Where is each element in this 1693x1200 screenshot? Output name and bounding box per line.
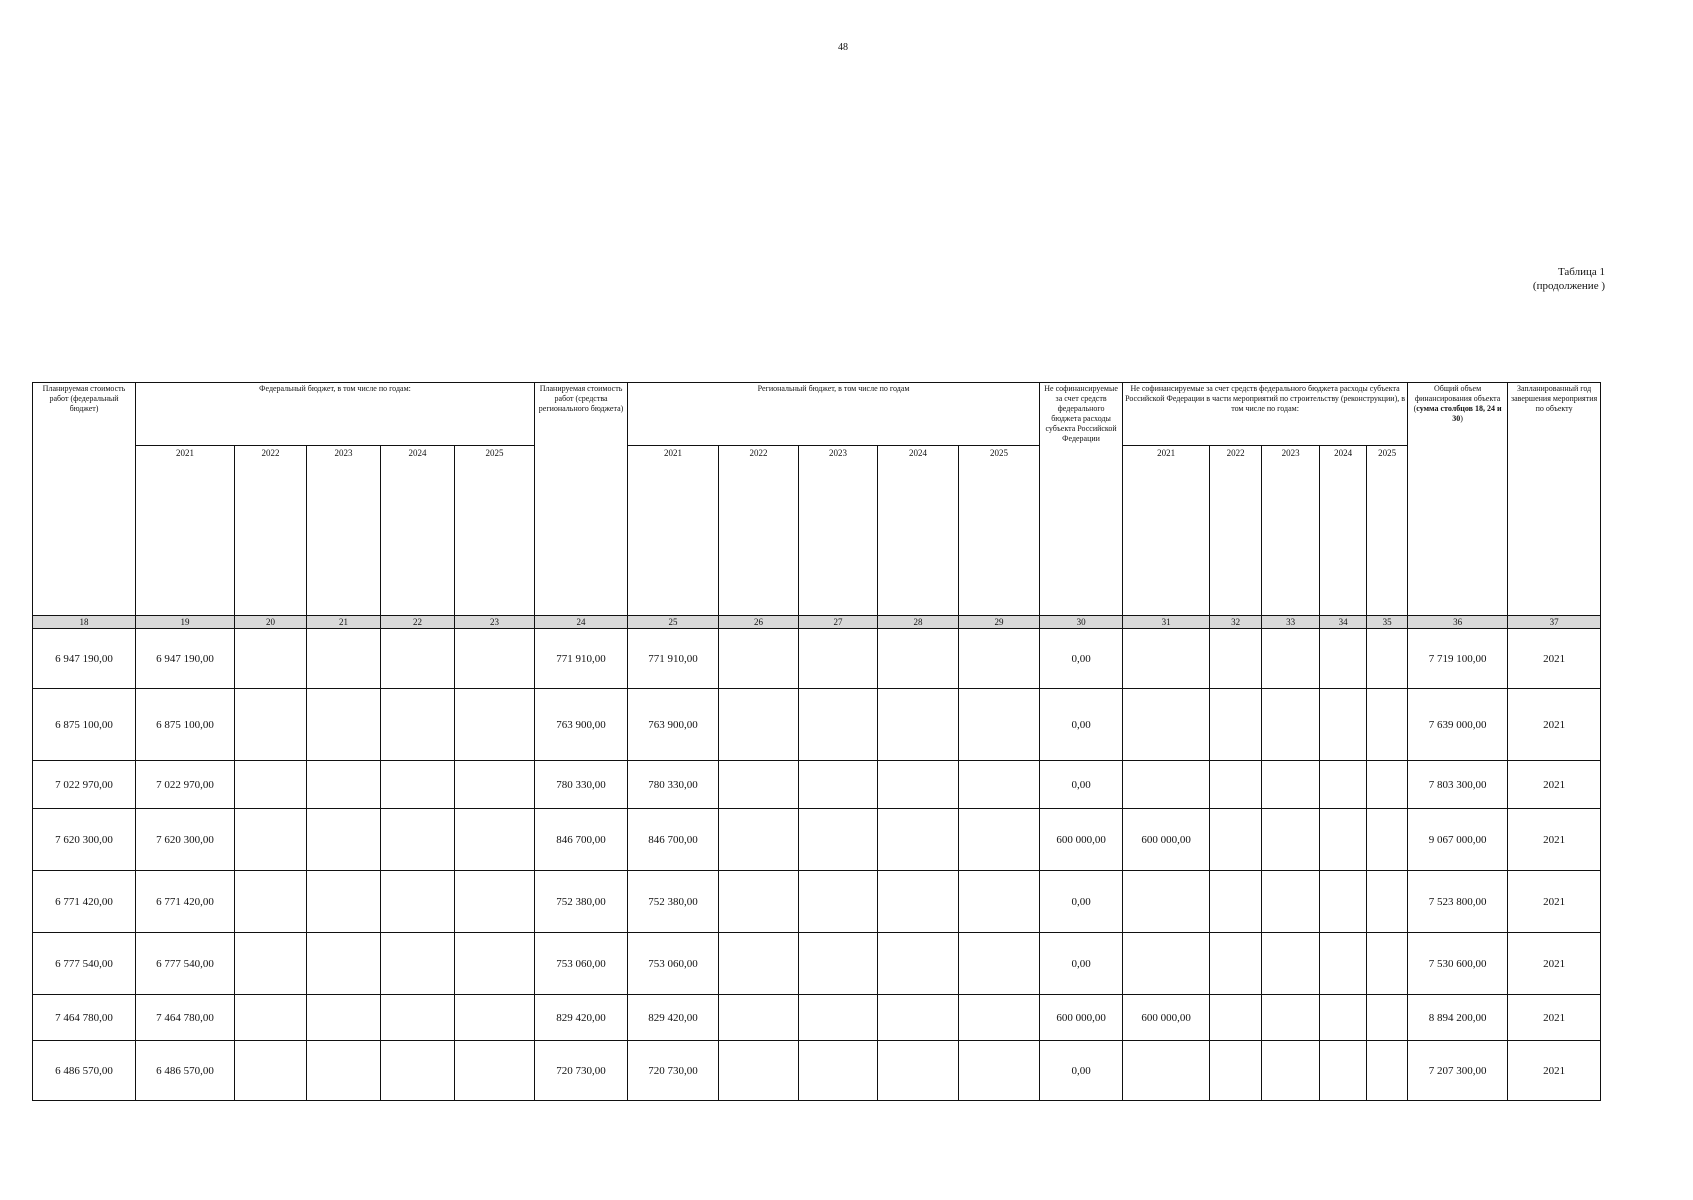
table-cell <box>307 689 381 761</box>
header-planned-cost-regional: Планируемая стоимость работ (средства регионального бюджета) <box>535 383 628 616</box>
table-row <box>33 689 1601 761</box>
table-cell <box>1210 933 1262 995</box>
header-total-financing <box>1408 383 1508 616</box>
table-cell <box>307 933 381 995</box>
table-cell <box>719 1041 799 1101</box>
column-number-cell: 30 <box>1040 616 1123 629</box>
table-body <box>33 629 1601 1101</box>
table-cell: 0,00 <box>1040 689 1123 761</box>
table-cell <box>878 689 959 761</box>
table-cell <box>1320 629 1367 689</box>
table-cell <box>235 933 307 995</box>
column-number-cell: 22 <box>381 616 455 629</box>
table-cell <box>1123 689 1210 761</box>
table-cell <box>878 871 959 933</box>
table-cell <box>878 995 959 1041</box>
table-cell <box>878 1041 959 1101</box>
header-fed-year: 2021 <box>136 446 235 616</box>
table-cell: 771 910,00 <box>628 629 719 689</box>
table-cell: 600 000,00 <box>1123 809 1210 871</box>
table-cell <box>1210 689 1262 761</box>
table-cell <box>455 761 535 809</box>
column-number-cell: 26 <box>719 616 799 629</box>
header-reg-year: 2024 <box>878 446 959 616</box>
table-cell: 9 067 000,00 <box>1408 809 1508 871</box>
table-cell <box>1210 761 1262 809</box>
header-total-b: сумма столбцов 18, 24 и 30 <box>1416 404 1502 423</box>
header-reg-year: 2021 <box>628 446 719 616</box>
table-cell <box>1320 689 1367 761</box>
table-cell <box>1367 933 1408 995</box>
table-cell: 2021 <box>1508 995 1601 1041</box>
table-cell <box>455 629 535 689</box>
column-number-cell: 37 <box>1508 616 1601 629</box>
table-cell: 6 947 190,00 <box>136 629 235 689</box>
table-cell <box>381 809 455 871</box>
table-cell: 753 060,00 <box>628 933 719 995</box>
header-planned-cost-federal: Планируемая стоимость работ (федеральный бюджет) <box>33 383 136 616</box>
table-cell: 6 875 100,00 <box>33 689 136 761</box>
table-cell <box>959 629 1040 689</box>
table-cell <box>719 995 799 1041</box>
table-cell <box>1210 809 1262 871</box>
table-cell: 7 719 100,00 <box>1408 629 1508 689</box>
table-cell <box>1123 1041 1210 1101</box>
header-nonco-year: 2022 <box>1210 446 1262 616</box>
header-total-c: ) <box>1460 414 1463 423</box>
header-nonco-year: 2021 <box>1123 446 1210 616</box>
table-cell: 846 700,00 <box>628 809 719 871</box>
table-cell: 752 380,00 <box>535 871 628 933</box>
table-cell: 7 523 800,00 <box>1408 871 1508 933</box>
table-cell: 2021 <box>1508 689 1601 761</box>
header-nonco-year: 2024 <box>1320 446 1367 616</box>
table-caption <box>1533 265 1605 293</box>
table-cell <box>1210 1041 1262 1101</box>
table-cell <box>1123 761 1210 809</box>
table-cell <box>1123 933 1210 995</box>
table-row <box>33 871 1601 933</box>
table-cell: 7 464 780,00 <box>136 995 235 1041</box>
table-cell: 0,00 <box>1040 761 1123 809</box>
table-cell <box>1123 871 1210 933</box>
table-cell <box>455 995 535 1041</box>
column-number-cell: 23 <box>455 616 535 629</box>
table-cell <box>1123 629 1210 689</box>
table-cell <box>799 809 878 871</box>
page-number: 48 <box>838 42 848 53</box>
table-cell <box>878 809 959 871</box>
table-cell: 6 486 570,00 <box>33 1041 136 1101</box>
table-cell <box>878 933 959 995</box>
table-cell: 780 330,00 <box>628 761 719 809</box>
table-cell: 829 420,00 <box>535 995 628 1041</box>
table-cell: 6 777 540,00 <box>136 933 235 995</box>
table-caption-continuation: (продолжение ) <box>1532 280 1605 292</box>
table-cell <box>959 871 1040 933</box>
table-cell <box>381 761 455 809</box>
table-cell <box>959 933 1040 995</box>
table-cell: 2021 <box>1508 629 1601 689</box>
table-cell <box>455 871 535 933</box>
table-cell: 2021 <box>1508 809 1601 871</box>
table-cell <box>381 629 455 689</box>
column-number-cell: 36 <box>1408 616 1508 629</box>
table-cell: 7 803 300,00 <box>1408 761 1508 809</box>
column-number-cell: 33 <box>1262 616 1320 629</box>
table-cell: 6 777 540,00 <box>33 933 136 995</box>
table-cell <box>1210 629 1262 689</box>
table-cell <box>799 629 878 689</box>
column-number-cell: 28 <box>878 616 959 629</box>
table-cell <box>307 871 381 933</box>
table-row <box>33 629 1601 689</box>
table-cell <box>959 995 1040 1041</box>
table-cell <box>799 933 878 995</box>
table-cell: 780 330,00 <box>535 761 628 809</box>
table-cell: 7 620 300,00 <box>136 809 235 871</box>
table-cell <box>455 809 535 871</box>
column-number-cell: 18 <box>33 616 136 629</box>
table-cell <box>799 761 878 809</box>
table-cell <box>719 761 799 809</box>
table-cell <box>1367 809 1408 871</box>
table-cell <box>1320 933 1367 995</box>
table-cell: 6 771 420,00 <box>136 871 235 933</box>
table-cell <box>1367 871 1408 933</box>
table-cell <box>1367 995 1408 1041</box>
table-cell <box>959 809 1040 871</box>
table-cell <box>381 995 455 1041</box>
table-cell <box>235 995 307 1041</box>
table-cell <box>1320 1041 1367 1101</box>
column-number-cell: 31 <box>1123 616 1210 629</box>
column-number-cell: 24 <box>535 616 628 629</box>
table-cell <box>1262 689 1320 761</box>
table-cell <box>1262 871 1320 933</box>
column-number-cell: 29 <box>959 616 1040 629</box>
table-cell: 6 875 100,00 <box>136 689 235 761</box>
table-cell: 2021 <box>1508 761 1601 809</box>
column-number-cell: 20 <box>235 616 307 629</box>
table-cell <box>307 1041 381 1101</box>
table-cell: 600 000,00 <box>1040 995 1123 1041</box>
table-cell: 846 700,00 <box>535 809 628 871</box>
table-cell: 2021 <box>1508 933 1601 995</box>
header-reg-year: 2022 <box>719 446 799 616</box>
table-cell <box>381 871 455 933</box>
table-cell <box>719 809 799 871</box>
table-cell <box>959 1041 1040 1101</box>
header-reg-year: 2023 <box>799 446 878 616</box>
table-cell: 0,00 <box>1040 629 1123 689</box>
table-cell <box>799 871 878 933</box>
column-number-cell: 34 <box>1320 616 1367 629</box>
table-cell: 6 771 420,00 <box>33 871 136 933</box>
table-cell <box>1262 1041 1320 1101</box>
table-cell <box>235 871 307 933</box>
table-cell: 7 022 970,00 <box>136 761 235 809</box>
table-caption-title: Таблица 1 <box>1557 266 1605 278</box>
table-cell <box>1210 871 1262 933</box>
table-cell <box>235 761 307 809</box>
table-cell: 763 900,00 <box>535 689 628 761</box>
column-number-cell: 35 <box>1367 616 1408 629</box>
table-cell <box>455 1041 535 1101</box>
table-cell <box>719 871 799 933</box>
column-number-cell: 19 <box>136 616 235 629</box>
table-row <box>33 933 1601 995</box>
table-cell: 0,00 <box>1040 1041 1123 1101</box>
table-cell <box>1320 871 1367 933</box>
table-cell <box>1262 761 1320 809</box>
table-cell <box>1320 809 1367 871</box>
table-cell: 771 910,00 <box>535 629 628 689</box>
table-cell: 720 730,00 <box>535 1041 628 1101</box>
column-number-cell: 21 <box>307 616 381 629</box>
table-cell <box>235 629 307 689</box>
table-cell <box>1262 629 1320 689</box>
table-cell <box>799 1041 878 1101</box>
table-cell: 0,00 <box>1040 933 1123 995</box>
table-cell: 753 060,00 <box>535 933 628 995</box>
table-cell <box>307 809 381 871</box>
table-row <box>33 809 1601 871</box>
header-total-a: Общий объем финансирования объекта ( <box>1413 384 1501 413</box>
table-cell: 7 639 000,00 <box>1408 689 1508 761</box>
table-cell <box>959 689 1040 761</box>
table-cell: 600 000,00 <box>1123 995 1210 1041</box>
table-cell: 600 000,00 <box>1040 809 1123 871</box>
table-cell <box>381 689 455 761</box>
table-cell: 7 207 300,00 <box>1408 1041 1508 1101</box>
column-number-row <box>33 616 1601 629</box>
table-cell <box>235 1041 307 1101</box>
table-cell: 752 380,00 <box>628 871 719 933</box>
header-fed-year: 2024 <box>381 446 455 616</box>
table-cell <box>1320 995 1367 1041</box>
table-cell <box>307 761 381 809</box>
table-cell <box>878 629 959 689</box>
table-cell <box>307 629 381 689</box>
table-cell: 8 894 200,00 <box>1408 995 1508 1041</box>
table-cell: 2021 <box>1508 871 1601 933</box>
header-reg-year: 2025 <box>959 446 1040 616</box>
table-cell <box>381 1041 455 1101</box>
table-cell <box>719 689 799 761</box>
table-cell: 7 464 780,00 <box>33 995 136 1041</box>
table-cell: 829 420,00 <box>628 995 719 1041</box>
header-non-cofinanced-construction-group: Не софинансируемые за счет средств федерального бюджета расходы субъекта Российской Федерации в части мероприятий по строительству (реконструкции), в том числе по годам: <box>1123 383 1408 446</box>
column-number-cell: 25 <box>628 616 719 629</box>
header-nonco-year: 2025 <box>1367 446 1408 616</box>
table-cell <box>455 689 535 761</box>
table-cell: 0,00 <box>1040 871 1123 933</box>
table-cell <box>307 995 381 1041</box>
table-cell <box>1262 809 1320 871</box>
financing-table <box>32 382 1601 1101</box>
table-cell <box>1367 689 1408 761</box>
table-cell <box>455 933 535 995</box>
table-cell <box>1367 1041 1408 1101</box>
column-number-cell: 27 <box>799 616 878 629</box>
table-cell: 6 486 570,00 <box>136 1041 235 1101</box>
table-cell <box>959 761 1040 809</box>
table-cell: 763 900,00 <box>628 689 719 761</box>
table-cell <box>719 629 799 689</box>
header-fed-year: 2023 <box>307 446 381 616</box>
table-cell <box>235 809 307 871</box>
table-row <box>33 1041 1601 1101</box>
header-non-cofinanced: Не софинансируемые за счет средств федерального бюджета расходы субъекта Российской Федерации <box>1040 383 1123 616</box>
column-number-cell: 32 <box>1210 616 1262 629</box>
table-cell <box>799 689 878 761</box>
header-fed-year: 2025 <box>455 446 535 616</box>
table-cell <box>1367 761 1408 809</box>
table-cell: 7 620 300,00 <box>33 809 136 871</box>
table-cell <box>1262 933 1320 995</box>
table-cell <box>878 761 959 809</box>
table-cell <box>1262 995 1320 1041</box>
table-cell: 6 947 190,00 <box>33 629 136 689</box>
table-cell: 7 022 970,00 <box>33 761 136 809</box>
table-cell: 720 730,00 <box>628 1041 719 1101</box>
table-row <box>33 761 1601 809</box>
table-cell: 2021 <box>1508 1041 1601 1101</box>
header-completion-year: Запланированный год завершения мероприятия по объекту <box>1508 383 1601 616</box>
table-cell <box>799 995 878 1041</box>
table-cell <box>1320 761 1367 809</box>
table-cell <box>1210 995 1262 1041</box>
table-cell <box>1367 629 1408 689</box>
table-row <box>33 995 1601 1041</box>
table-cell <box>381 933 455 995</box>
header-fed-year: 2022 <box>235 446 307 616</box>
header-regional-budget-group: Региональный бюджет, в том числе по годам <box>628 383 1040 446</box>
table-cell <box>719 933 799 995</box>
header-nonco-year: 2023 <box>1262 446 1320 616</box>
table-cell: 7 530 600,00 <box>1408 933 1508 995</box>
header-federal-budget-group: Федеральный бюджет, в том числе по годам: <box>136 383 535 446</box>
table-cell <box>235 689 307 761</box>
